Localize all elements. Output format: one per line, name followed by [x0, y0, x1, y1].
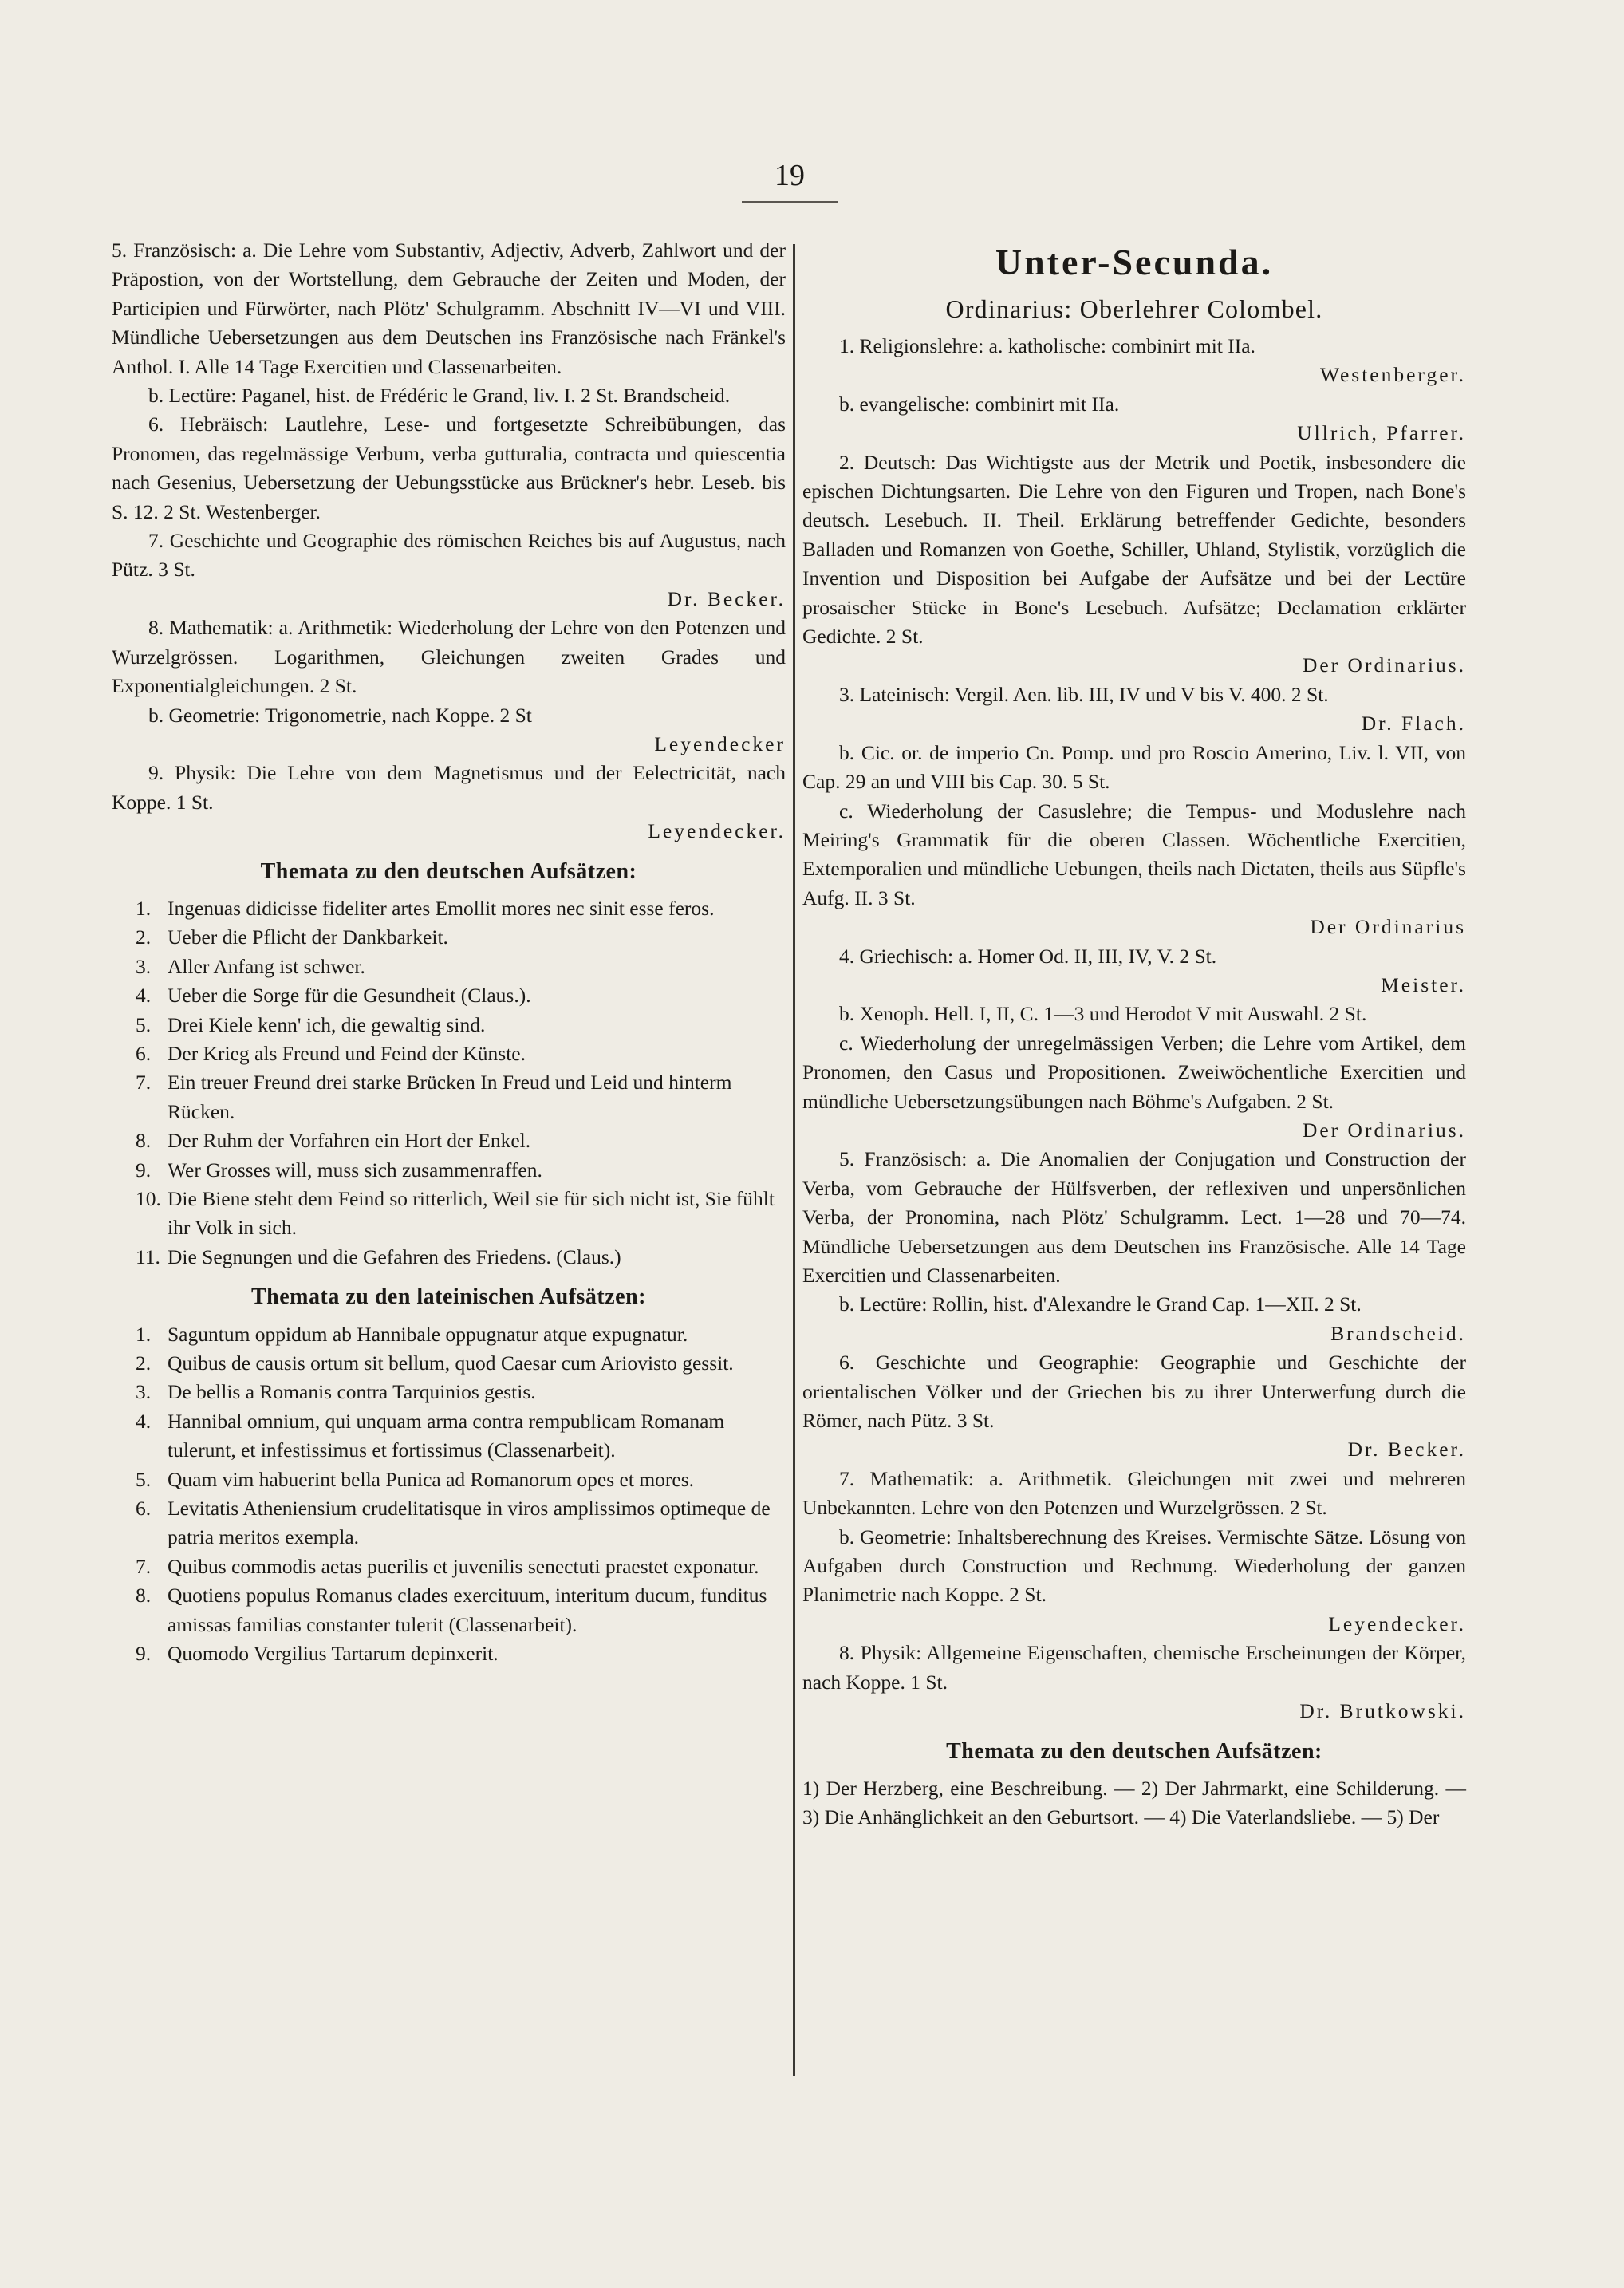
latin-teacher: Dr. Flach.: [1361, 712, 1466, 736]
religion-catholic-teacher: Westenberger.: [1319, 363, 1466, 387]
list-item: 3. De bellis a Romanis contra Tarquinios gestis.: [136, 1380, 536, 1404]
french-section: 5. Französisch: a. Die Lehre vom Substantiv, Adjectiv, Adverb, Zahlwort und der Präpostion, von der Wortstellung, dem Gebrauche der Zeiten und Moden, der Participien und Fürwörter, nach Plötz' Schulgramm. Abschnitt IV—VI und VIII. Mündliche Uebersetzungen aus dem Deutschen ins Französische nach Fränkel's Anthol. I. Alle 14 Tage Exercitien und Classenarbeiten.: [112, 239, 786, 378]
list-item: 9. Quomodo Vergilius Tartarum depinxerit.: [136, 1642, 499, 1666]
class-ordinarius: Ordinarius: Oberlehrer Colombel.: [945, 294, 1323, 323]
greek-grammar: c. Wiederholung der unregelmässigen Verben; die Lehre vom Artikel, dem Pronomen, den Casus und Propositionen. Zweiwöchentliche Exercitien und mündliche Uebersetzungsübungen nach Böhme's Aufgaben. 2 St.: [802, 1031, 1466, 1113]
list-item: 8. Quotiens populus Romanus clades exercituum, interitum ducum, funditus amissas familias constanter tulerit (Classenarbeit).: [136, 1584, 767, 1636]
list-item: 8. Der Ruhm der Vorfahren ein Hort der Enkel.: [136, 1129, 531, 1153]
latin-grammar-teacher: Der Ordinarius: [1310, 915, 1466, 939]
list-item: 1. Ingenuas didicisse fideliter artes Emollit mores nec sinit esse feros.: [136, 896, 715, 920]
german-essay-list: [112, 894, 786, 1272]
german-essays-heading: Themata zu den deutschen Aufsätzen:: [260, 858, 637, 884]
religion-protestant-teacher: Ullrich, Pfarrer.: [1297, 421, 1466, 445]
list-item: 1. Saguntum oppidum ab Hannibale oppugnatur atque expugnatur.: [136, 1322, 688, 1346]
list-item: 5. Quam vim habuerint bella Punica ad Romanorum opes et mores.: [136, 1467, 695, 1491]
history-section: 7. Geschichte und Geographie des römischen Reiches bis auf Augustus, nach Pütz. 3 St.: [112, 529, 786, 582]
column-divider: [793, 244, 795, 2076]
list-item: 4. Ueber die Sorge für die Gesundheit (Claus.).: [136, 984, 531, 1008]
page-number-ornament: [742, 193, 838, 203]
german-teacher: Der Ordinarius.: [1302, 653, 1466, 677]
list-item: 7. Ein treuer Freund drei starke Brücken In Freud und Leid und hinterm Rücken.: [136, 1071, 732, 1123]
religion-protestant: b. evangelische: combinirt mit IIa.: [839, 392, 1120, 416]
german-section: 2. Deutsch: Das Wichtigste aus der Metrik und Poetik, insbesondere die epischen Dichtungsarten. Die Lehre von den Figuren und Tropen, nach Bone's deutsch. Lesebuch. II. Theil. Erklärung betreffender Gedichte, besonders Balladen und Romanzen von Goethe, Schiller, Uhland, Stylistik, vorzüglich die Invention und Disposition bei Aufgabe der Aufsätze und bei der Lectüre prosaischer Stücke in Bone's Lesebuch. Aufsätze; Declamation erklärter Gedichte. 2 St.: [802, 450, 1466, 649]
geometry-section-right: b. Geometrie: Inhaltsberechnung des Kreises. Vermischte Sätze. Lösung von Aufgaben durch Construction und Rechnung. Wiederholung der ganzen Planimetrie nach Koppe. 2 St.: [802, 1525, 1466, 1607]
greek-grammar-teacher: Der Ordinarius.: [1302, 1118, 1466, 1142]
list-item: 2. Quibus de causis ortum sit bellum, quod Caesar cum Ariovisto gessit.: [136, 1351, 734, 1375]
history-section-right: 6. Geschichte und Geographie: Geographie und Geschichte der orientalischen Völker und der Griechen bis zu ihrer Unterwerfung durch die Römer, nach Pütz. 3 St.: [802, 1351, 1466, 1433]
left-column: [112, 236, 786, 1669]
geometry-teacher-right: Leyendecker.: [1328, 1611, 1466, 1635]
mathematics-section-right: 7. Mathematik: a. Arithmetik. Gleichungen mit zwei und mehreren Unbekannten. Lehre von den Potenzen und Wurzelgrössen. 2 St.: [802, 1466, 1466, 1520]
latin-grammar: c. Wiederholung der Casuslehre; die Tempus- und Moduslehre nach Meiring's Grammatik für die oberen Classen. Wöchentliche Exercitien, Extemporalien und mündliche Uebungen, theils nach Dictaten, theils aus Süpfle's Aufg. II. 3 St.: [802, 799, 1466, 909]
french-teacher-right: Brandscheid.: [1330, 1321, 1466, 1345]
list-item: 10. Die Biene steht dem Feind so ritterlich, Weil sie für sich nicht ist, Sie fühlt ihr Volk in sich.: [136, 1187, 775, 1240]
greek-section: 4. Griechisch: a. Homer Od. II, III, IV, V. 2 St.: [839, 944, 1217, 968]
geometry-teacher: Leyendecker: [654, 732, 786, 755]
list-item: 6. Levitatis Atheniensium crudelitatisque in viros amplissimos optimeque de patria meritos exempla.: [136, 1497, 771, 1549]
latin-section: 3. Lateinisch: Vergil. Aen. lib. III, IV und V bis V. 400. 2 St.: [839, 682, 1329, 706]
history-teacher-right: Dr. Becker.: [1347, 1438, 1466, 1462]
physics-section-right: 8. Physik: Allgemeine Eigenschaften, chemische Erscheinungen der Körper, nach Koppe. 1 St.: [802, 1641, 1466, 1694]
list-item: 3. Aller Anfang ist schwer.: [136, 954, 365, 978]
mathematics-section: 8. Mathematik: a. Arithmetik: Wiederholung der Lehre von den Potenzen und Wurzelgrössen. Logarithmen, Gleichungen zweiten Grades und Exponentialgleichungen. 2 St.: [112, 616, 786, 698]
right-column: [802, 236, 1466, 1832]
physics-teacher: Leyendecker.: [648, 819, 786, 843]
greek-xenophon: b. Xenoph. Hell. I, II, C. 1—3 und Herodot V mit Auswahl. 2 St.: [839, 1002, 1367, 1026]
latin-essays-heading: Themata zu den lateinischen Aufsätzen:: [251, 1284, 646, 1310]
history-teacher: Dr. Becker.: [667, 586, 786, 610]
list-item: 7. Quibus commodis aetas puerilis et juvenilis senectuti praestet exponatur.: [136, 1554, 759, 1578]
french-section-right: 5. Französisch: a. Die Anomalien der Conjugation und Construction der Verba, vom Gebrauche der Hülfsverben, der reflexiven und unpersönlichen Verba, der Pronomina, nach Plötz' Schulgramm. Lect. 1—28 und 70—74. Mündliche Uebersetzungen aus dem Deutschen ins Französische. Alle 14 Tage Exercitien und Classenarbeiten.: [802, 1147, 1466, 1287]
list-item: 9. Wer Grosses will, muss sich zusammenraffen.: [136, 1158, 542, 1181]
religion-catholic: 1. Religionslehre: a. katholische: combinirt mit IIa.: [839, 334, 1255, 357]
physics-teacher-right: Dr. Brutkowski.: [1299, 1699, 1466, 1723]
greek-teacher: Meister.: [1381, 972, 1466, 996]
class-title: Unter-Secunda.: [995, 242, 1274, 282]
list-item: 4. Hannibal omnium, qui unquam arma contra rempublicam Romanam tulerunt, et infestissimus et fortissimus (Classenarbeit).: [136, 1409, 725, 1462]
german-essays-heading-right: Themata zu den deutschen Aufsätzen:: [946, 1738, 1322, 1764]
hebrew-section: 6. Hebräisch: Lautlehre, Lese- und fortgesetzte Schreibübungen, das Pronomen, das regelmässige Verbum, verba gutturalia, contracta und quiescentia nach Gesenius, Uebersetzung der Uebungsstücke aus Brückner's hebr. Leseb. bis S. 12. 2 St. Westenberger.: [112, 412, 786, 523]
french-lecture-right: b. Lectüre: Rollin, hist. d'Alexandre le Grand Cap. 1—XII. 2 St.: [839, 1292, 1362, 1316]
latin-cicero: b. Cic. or. de imperio Cn. Pomp. und pro Roscio Amerino, Liv. l. VII, von Cap. 29 an und VIII bis Cap. 30. 5 St.: [802, 740, 1466, 794]
list-item: 5. Drei Kiele kenn' ich, die gewaltig sind.: [136, 1012, 486, 1036]
page-number: 19: [775, 159, 805, 192]
list-item: 11. Die Segnungen und die Gefahren des Friedens. (Claus.): [136, 1245, 621, 1268]
latin-essay-list: [112, 1320, 786, 1669]
list-item: 6. Der Krieg als Freund und Feind der Künste.: [136, 1041, 526, 1065]
list-item: 2. Ueber die Pflicht der Dankbarkeit.: [136, 925, 448, 949]
physics-section: 9. Physik: Die Lehre von dem Magnetismus und der Eelectricität, nach Koppe. 1 St.: [112, 761, 786, 814]
geometry-section: b. Geometrie: Trigonometrie, nach Koppe. 2 St: [148, 703, 532, 727]
german-essays-right: 1) Der Herzberg, eine Beschreibung. — 2) Der Jahrmarkt, eine Schilderung. — 3) Die Anhänglichkeit an den Geburtsort. — 4) Die Vaterlandsliebe. — 5) Der: [802, 1776, 1466, 1829]
french-lecture: b. Lectüre: Paganel, hist. de Frédéric le Grand, liv. I. 2 St. Brandscheid.: [148, 384, 731, 408]
